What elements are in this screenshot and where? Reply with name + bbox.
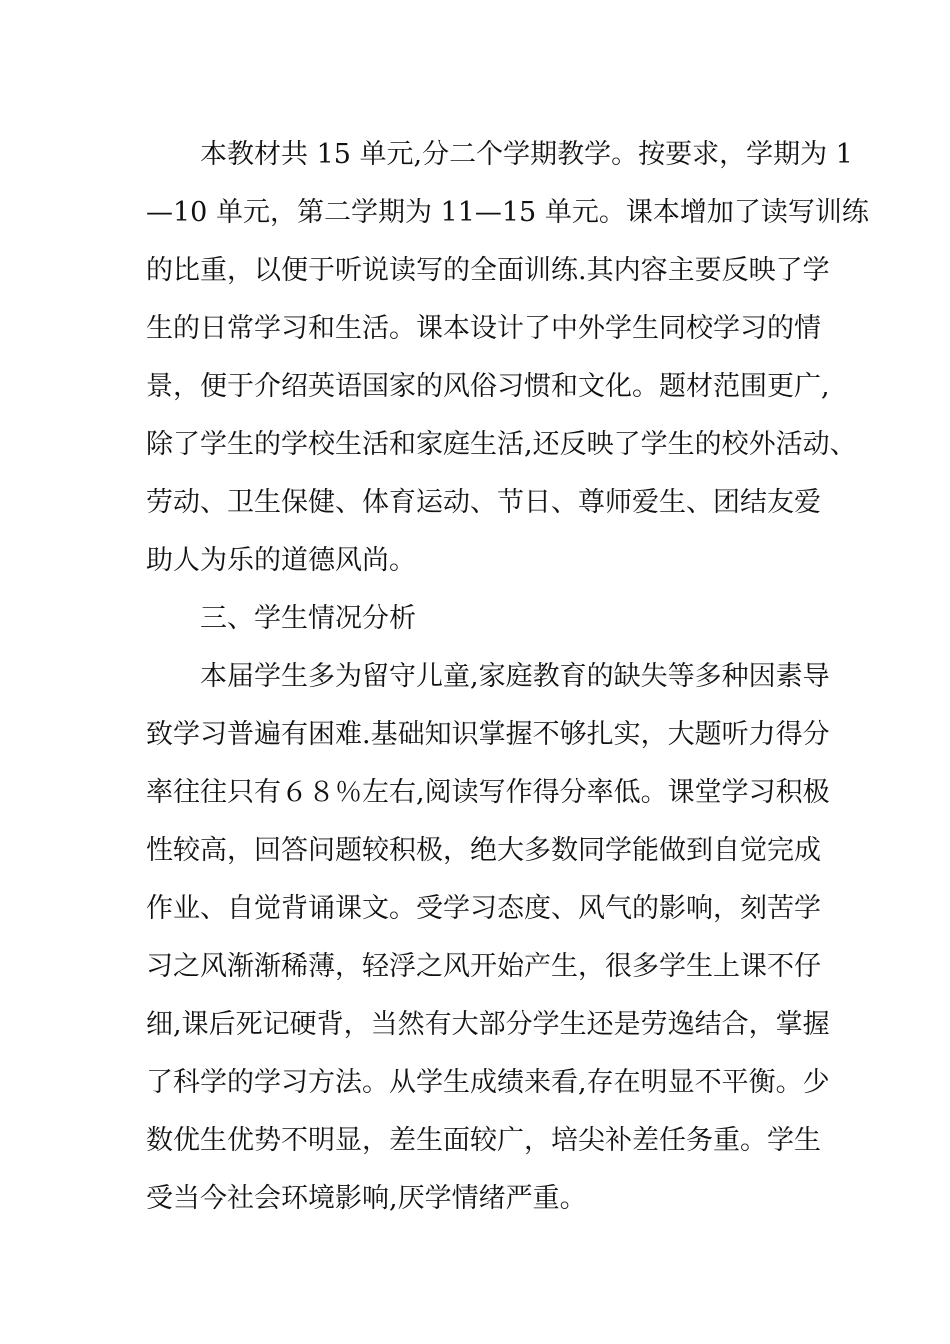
text-line: 景，便于介绍英语国家的风俗习惯和文化。题材范围更广,: [146, 371, 830, 402]
text-line: 习之风渐渐稀薄，轻浮之风开始产生，很多学生上课不仔: [146, 951, 821, 982]
section-heading: 三、学生情况分析: [146, 603, 416, 634]
text-line: 劳动、卫生保健、体育运动、节日、尊师爱生、团结友爱: [146, 487, 821, 518]
text-line: 率往往只有６８％左右,阅读写作得分率低。课堂学习积极: [146, 777, 830, 808]
text-line: 致学习普遍有困难.基础知识掌握不够扎实，大题听力得分: [146, 719, 830, 750]
text-line: 细,课后死记硬背，当然有大部分学生还是劳逸结合，掌握: [146, 1009, 830, 1040]
text-line: 本届学生多为留守儿童,家庭教育的缺失等多种因素导: [146, 661, 830, 692]
text-line: 作业、自觉背诵课文。受学习态度、风气的影响，刻苦学: [146, 893, 821, 924]
document-body: [146, 126, 869, 1228]
text-line: 数优生优势不明显，差生面较广，培尖补差任务重。学生: [146, 1125, 821, 1156]
text-line: 除了学生的学校生活和家庭生活,还反映了学生的校外活动、: [146, 429, 857, 460]
text-line: 助人为乐的道德风尚。: [146, 545, 416, 576]
text-line: —10 单元，第二学期为 11—15 单元。课本增加了读写训练: [146, 197, 869, 228]
text-line: 性较高，回答问题较积极，绝大多数同学能做到自觉完成: [146, 835, 821, 866]
text-line: 了科学的学习方法。从学生成绩来看,存在明显不平衡。少: [146, 1067, 830, 1098]
text-line: 的比重，以便于听说读写的全面训练.其内容主要反映了学: [146, 255, 830, 286]
text-line: 受当今社会环境影响,厌学情绪严重。: [146, 1183, 587, 1214]
text-line: 本教材共 15 单元,分二个学期教学。按要求，学期为 1: [146, 139, 853, 170]
text-line: 生的日常学习和生活。课本设计了中外学生同校学习的情: [146, 313, 821, 344]
